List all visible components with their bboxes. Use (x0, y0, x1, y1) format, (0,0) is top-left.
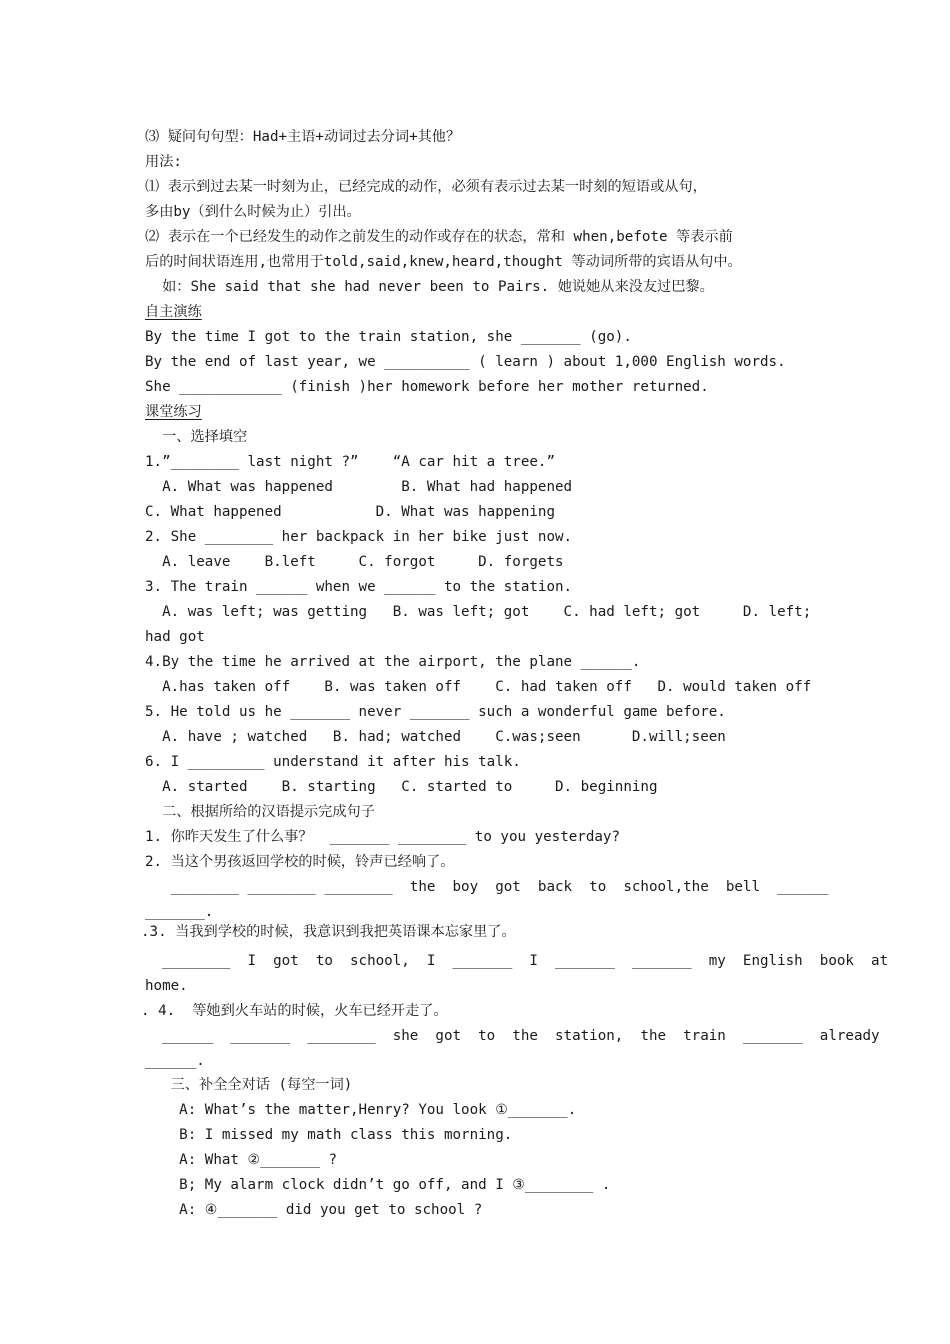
part2-title: 二、根据所给的汉语提示完成句子 (145, 804, 375, 820)
question-line: 5. He told us he _______ never _______ such a wonderful game before. (145, 704, 726, 720)
usage2-line2: 后的时间状语连用,也常用于told,said,knew,heard,thought 等动词所带的宾语从句中。 (145, 254, 742, 270)
question-line: 6. I _________ understand it after his talk. (145, 754, 521, 770)
translation-line: ________ I got to school, I _______ I _______ _______ my English book at (145, 953, 889, 969)
self-practice-heading: 自主演练 (145, 304, 202, 320)
option-line: A.has taken off B. was taken off C. had taken off D. would taken off (145, 679, 812, 695)
option-line: A. have ; watched B. had; watched C.was;seen D.will;seen (145, 729, 726, 745)
option-line: had got (145, 629, 205, 645)
dialogue-line: B; My alarm clock didn’t go off, and I ③________ . (145, 1177, 611, 1193)
option-line: A. started B. starting C. started to D. beginning (145, 779, 658, 795)
option-line: C. What happened D. What was happening (145, 504, 555, 520)
dialogue-line: A: ④_______ did you get to school ? (145, 1202, 483, 1218)
usage-heading: 用法: (145, 154, 182, 170)
question-line: 1.”________ last night ?” “A car hit a tree.” (145, 454, 555, 470)
translation-line: . 4. 等她到火车站的时候，火车已经开走了。 (141, 1003, 448, 1019)
translation-line: .3. 当我到学校的时候，我意识到我把英语课本忘家里了。 (141, 924, 516, 940)
option-line: A. leave B.left C. forgot D. forgets (145, 554, 564, 570)
usage1-line2: 多由by（到什么时候为止）引出。 (145, 204, 361, 220)
translation-line: ______ _______ ________ she got to the station, the train _______ already (145, 1028, 880, 1044)
question-form-line: ⑶ 疑问句句型：Had+主语+动词过去分词+其他？ (145, 129, 461, 145)
class-practice-heading: 课堂练习 (145, 404, 202, 420)
part3-title: 三、补全全对话 (每空一词) (145, 1077, 353, 1093)
question-line: 2. She ________ her backpack in her bike just now. (145, 529, 573, 545)
translation-line: home. (145, 978, 188, 994)
self-practice-item: By the time I got to the train station, she _______ (go). (145, 329, 632, 345)
usage2-line1: ⑵ 表示在一个已经发生的动作之前发生的动作或存在的状态，常和 when,befote 等表示前 (145, 229, 733, 245)
option-line: A. What was happened B. What had happened (145, 479, 573, 495)
dialogue-line: A: What’s the matter,Henry? You look ①_______. (145, 1102, 577, 1118)
dialogue-line: B: I missed my math class this morning. (145, 1127, 513, 1143)
translation-line: 1. 你昨天发生了什么事？ _______ ________ to you yesterday? (145, 829, 620, 845)
question-line: 4.By the time he arrived at the airport, the plane ______. (145, 654, 641, 670)
example-sentence: 如：She said that she had never been to Pairs. 她说她从来没友过巴黎。 (145, 279, 714, 295)
translation-line: _______. (145, 904, 214, 920)
usage1-line1: ⑴ 表示到过去某一时刻为止，已经完成的动作，必须有表示过去某一时刻的短语或从句， (145, 179, 707, 195)
self-practice-item: She ____________ (finish )her homework before her mother returned. (145, 379, 709, 395)
translation-line: ________ ________ ________ the boy got back to school,the bell ______ (145, 879, 829, 895)
self-practice-item: By the end of last year, we __________ ( learn ) about 1,000 English words. (145, 354, 786, 370)
part1-title: 一、选择填空 (145, 429, 248, 445)
option-line: A. was left; was getting B. was left; got C. had left; got D. left; (145, 604, 812, 620)
translation-line: 2. 当这个男孩返回学校的时候，铃声已经响了。 (145, 854, 455, 870)
translation-line: ______. (145, 1053, 205, 1069)
question-line: 3. The train ______ when we ______ to the station. (145, 579, 573, 595)
dialogue-line: A: What ②_______ ? (145, 1152, 338, 1168)
